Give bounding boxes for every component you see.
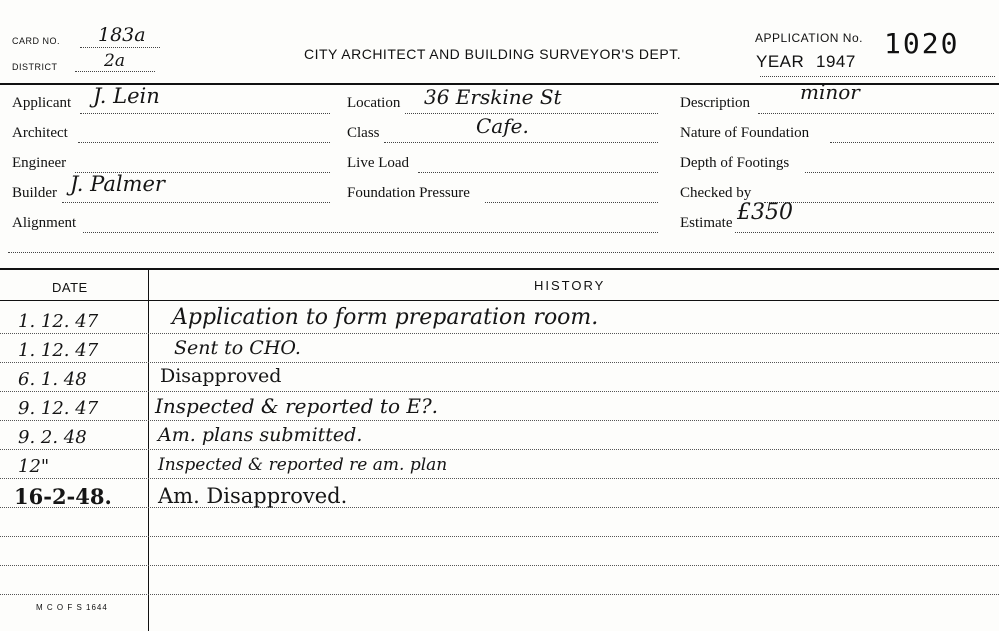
district-label: DISTRICT — [12, 62, 58, 72]
entry-date: 1. 12. 47 — [18, 340, 99, 361]
entry-text: Am. Disapproved. — [158, 484, 348, 508]
history-column-header: HISTORY — [534, 278, 606, 293]
builder-label: Builder — [12, 185, 57, 201]
builder-value: J. Palmer — [70, 172, 165, 196]
date-column-header: DATE — [52, 280, 88, 295]
live-load-label: Live Load — [347, 155, 410, 171]
entry-date: 6. 1. 48 — [18, 369, 87, 390]
entry-text: Disapproved — [160, 365, 282, 387]
description-value: minor — [800, 80, 860, 104]
alignment-label: Alignment — [12, 215, 77, 231]
card-no-label: CARD NO. — [12, 36, 61, 46]
depth-of-footings-label: Depth of Footings — [680, 155, 790, 171]
description-label: Description — [680, 95, 750, 111]
entry-date: 9. 12. 47 — [18, 398, 99, 419]
district-value: 2a — [104, 51, 125, 71]
entry-date: 12" — [18, 456, 50, 477]
estimate-value: £350 — [737, 200, 793, 225]
date-column-divider — [148, 270, 149, 631]
applicant-label: Applicant — [12, 95, 72, 111]
card-no-value: 183a — [98, 24, 146, 46]
engineer-label: Engineer — [12, 155, 67, 171]
entry-text: Inspected & reported to E?. — [155, 394, 439, 418]
applicant-value: J. Lein — [93, 84, 160, 108]
location-value: 36 Erskine St — [424, 85, 562, 109]
entry-text: Application to form preparation room. — [172, 305, 599, 330]
architect-label: Architect — [12, 125, 68, 141]
form-code: M C O F S 1644 — [36, 603, 108, 612]
entry-text: Am. plans submitted. — [158, 424, 363, 446]
year-label: YEAR — [756, 52, 805, 71]
checked-by-label: Checked by — [680, 185, 752, 201]
class-value: Cafe. — [476, 114, 529, 138]
entry-date: 1. 12. 47 — [18, 311, 99, 332]
department-title: CITY ARCHITECT AND BUILDING SURVEYOR'S DEPT. — [304, 46, 682, 62]
history-header-rule — [0, 300, 999, 301]
foundation-pressure-label: Foundation Pressure — [347, 185, 470, 201]
year-value: 1947 — [816, 52, 856, 71]
estimate-label: Estimate — [680, 215, 733, 231]
location-label: Location — [347, 95, 401, 111]
entry-date: 16-2-48. — [14, 484, 112, 509]
entry-text: Inspected & reported re am. plan — [158, 455, 448, 475]
history-top-rule — [0, 268, 999, 270]
class-label: Class — [347, 125, 380, 141]
application-number: 1020 — [884, 27, 960, 60]
application-label: APPLICATION No. — [755, 31, 863, 45]
entry-text: Sent to CHO. — [174, 337, 301, 359]
nature-of-foundation-label: Nature of Foundation — [680, 125, 810, 141]
entry-date: 9. 2. 48 — [18, 427, 87, 448]
